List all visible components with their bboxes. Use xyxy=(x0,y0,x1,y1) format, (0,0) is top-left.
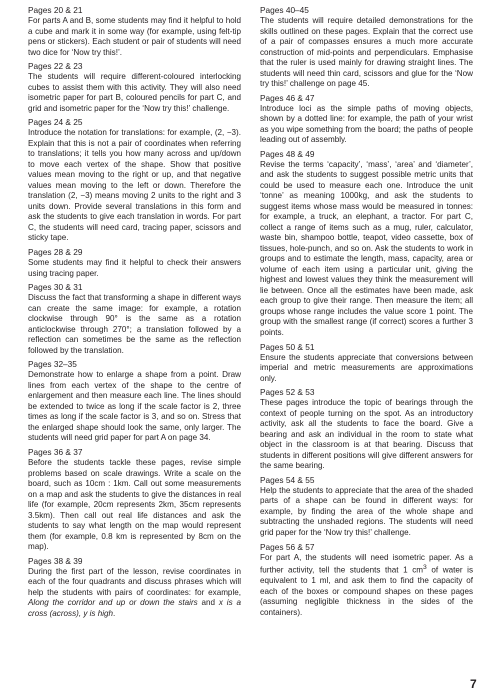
section-heading: Pages 20 & 21 xyxy=(28,5,83,15)
section-pages-54-55 xyxy=(260,475,473,539)
section-body: Revise the terms ‘capacity’, ‘mass’, ‘area’ and ‘diameter’, and ask the students to suggest possible metric units that could be used to measure each one. Introduce the unit ‘tonne’ as meaning 1000kg, and ask the students to suggest items whose mass would be measured in tonnes: for example, a truck, an elephant, a tractor. For part C, collect a range of items such as a mug, ruler, calculator, waste bin, shampoo bottle, teapot, video cassette, box of tissues, hole-punch, and so on. Ask the students to work in groups and to estimate the length, mass, capacity, area or volume of each item using a particular unit, giving the highest and lowest values they think the measurement will lie between. Once all the estimates have been made, ask each group to give their range. Then measure the item; all groups whose range includes the value score 1 point. The group with the smallest range (if correct) scores a further 3 points. xyxy=(260,159,473,337)
section-heading: Pages 22 & 23 xyxy=(28,61,83,72)
section-body: Introduce the notation for translations: for example, (2, −3). Explain that this is not a pair of coordinates when referring to translations; it tells you how many across and up/down to move each vertex of the shape. Show that positive values mean moving to the right or up, and that negative values mean moving to the left or down. Therefore the translation (2, −3) means moving 2 units to the right and 3 units down. Provide several translations in this form and ask the students to give each translation in words. For part C, the students will need card, tracing paper, scissors and sticky tape. xyxy=(28,128,241,243)
right-column xyxy=(260,5,473,622)
section-pages-38-39 xyxy=(28,556,241,620)
section-body: These pages introduce the topic of bearings through the context of people turning on the spot. As an introductory activity, ask all the students to face the board. Give a bearing and ask an individual in the room to state what object in the classroom is at that bearing. Discuss that students in different positions will give different answers for the same bearing. xyxy=(260,398,473,471)
left-column xyxy=(28,5,241,623)
body-text: . xyxy=(113,608,116,618)
section-pages-32-35 xyxy=(28,359,241,444)
section-pages-52-53 xyxy=(260,387,473,472)
section-body: Ensure the students appreciate that conversions between imperial and metric measurements are approximations only. xyxy=(260,352,473,383)
section-pages-20-21 xyxy=(28,5,241,58)
section-body: The students will require detailed demonstrations for the skills outlined on these pages. Explain that the correct use of a pair of compasses ensures a much more accurate construction of mid-points and perpendiculars. Emphasise that the ruler is used mainly for drawing straight lines. The students will need thin card, scissors and glue for the ‘Now try this!’ challenge on page 45. xyxy=(260,16,473,88)
section-pages-30-31 xyxy=(28,282,241,356)
italic-phrase: x is a cross (across), y is high xyxy=(28,598,241,618)
section-body: Help the students to appreciate that the area of the shaded parts of a shape can be found in different ways: for example, by finding the area of the whole shape and subtracting the unshaded regions. The students will need grid paper for the ‘Now try this!’ challenge. xyxy=(260,485,473,537)
section-body: The students will require different-coloured interlocking cubes to assist them with this activity. They will also need isometric paper for part B, coloured pencils for part C, and grid and isometric paper for the ‘Now try this!’ challenge. xyxy=(28,72,241,113)
section-pages-28-29 xyxy=(28,247,241,279)
section-body xyxy=(260,553,473,619)
section-pages-24-25 xyxy=(28,117,241,244)
section-heading: Pages 50 & 51 xyxy=(260,341,315,352)
section-pages-50-51 xyxy=(260,342,473,385)
body-text: During the first part of the lesson, revise coordinates in each of the four quadrants and discuss phrases which will help the students with pairs of coordinates: for example, xyxy=(28,566,241,597)
section-body: Introduce loci as the simple paths of moving objects, shown by a dotted line: for example, the path of your wrist as you wipe something from the board; the paths of people leading out of assembly. xyxy=(260,103,473,145)
section-heading: Pages 32–35 xyxy=(28,359,77,370)
body-text: and xyxy=(197,598,219,608)
section-heading: Pages 40–45 xyxy=(260,5,309,15)
section-pages-22-23 xyxy=(28,61,241,114)
section-heading: Pages 30 & 31 xyxy=(28,282,83,293)
section-body: Discuss the fact that transforming a shape in different ways can create the same image: for example, a rotation clockwise through 90° is the same as a rotation anticlockwise through 270°; a translation followed by a reflection can sometimes be the same as the reflection followed by the translation. xyxy=(28,293,241,355)
section-heading: Pages 36 & 37 xyxy=(28,447,83,458)
page-number: 7 xyxy=(470,677,477,691)
section-pages-56-57 xyxy=(260,542,473,619)
section-heading: Pages 48 & 49 xyxy=(260,148,315,159)
section-heading: Pages 52 & 53 xyxy=(260,387,315,398)
section-body: For parts A and B, some students may find it helpful to hold a cube and mark it in some way (for example, using felt-tip pens or stickers). Each student or pair of students will need two dice for ‘Now try this!’. xyxy=(28,16,241,57)
section-pages-48-49 xyxy=(260,149,473,339)
section-body xyxy=(28,567,241,620)
section-pages-46-47 xyxy=(260,93,473,146)
section-heading: Pages 56 & 57 xyxy=(260,541,315,552)
italic-phrase: Along the corridor and up or down the stairs xyxy=(28,598,198,608)
section-body: Demonstrate how to enlarge a shape from a point. Draw lines from each vertex of the shape to the centre of enlargement and then measure each line. The lines should be extended to twice as long if the scale factor is 2, three times as long if the scale factor is 3, and so on. Stress that the enlarged shape should look the same, only larger. The students will need grid paper for part A on page 34. xyxy=(28,370,241,443)
body-text: For part A, the students will need isometric paper. As a further activity, tell the students that 1 cm xyxy=(260,552,473,575)
body-text: of water is equivalent to 1 ml, and ask them to find the capacity of each of the boxes or compound shapes on these pages (assuming negligible thickness in the sides of the containers). xyxy=(260,565,473,617)
section-body: Before the students tackle these pages, revise simple problems based on scale drawings. Write a scale on the board, such as 10cm : 1km. Call out some measurements on a map and ask the students to give the distances in real life (for example, 20cm represents 2km, 35cm represents 3.5km). Then call out real life distances and ask the students to say what length on the map would represent them (for example, 0.8 km is represented by 8cm on the map). xyxy=(28,458,241,552)
section-body: Some students may find it helpful to check their answers using tracing paper. xyxy=(28,258,241,278)
section-pages-40-45 xyxy=(260,5,473,90)
section-heading: Pages 54 & 55 xyxy=(260,474,315,485)
section-pages-36-37 xyxy=(28,447,241,553)
superscript: 3 xyxy=(423,564,427,572)
section-heading: Pages 38 & 39 xyxy=(28,555,83,566)
section-heading: Pages 46 & 47 xyxy=(260,92,315,103)
section-heading: Pages 24 & 25 xyxy=(28,117,83,128)
section-heading: Pages 28 & 29 xyxy=(28,247,83,258)
